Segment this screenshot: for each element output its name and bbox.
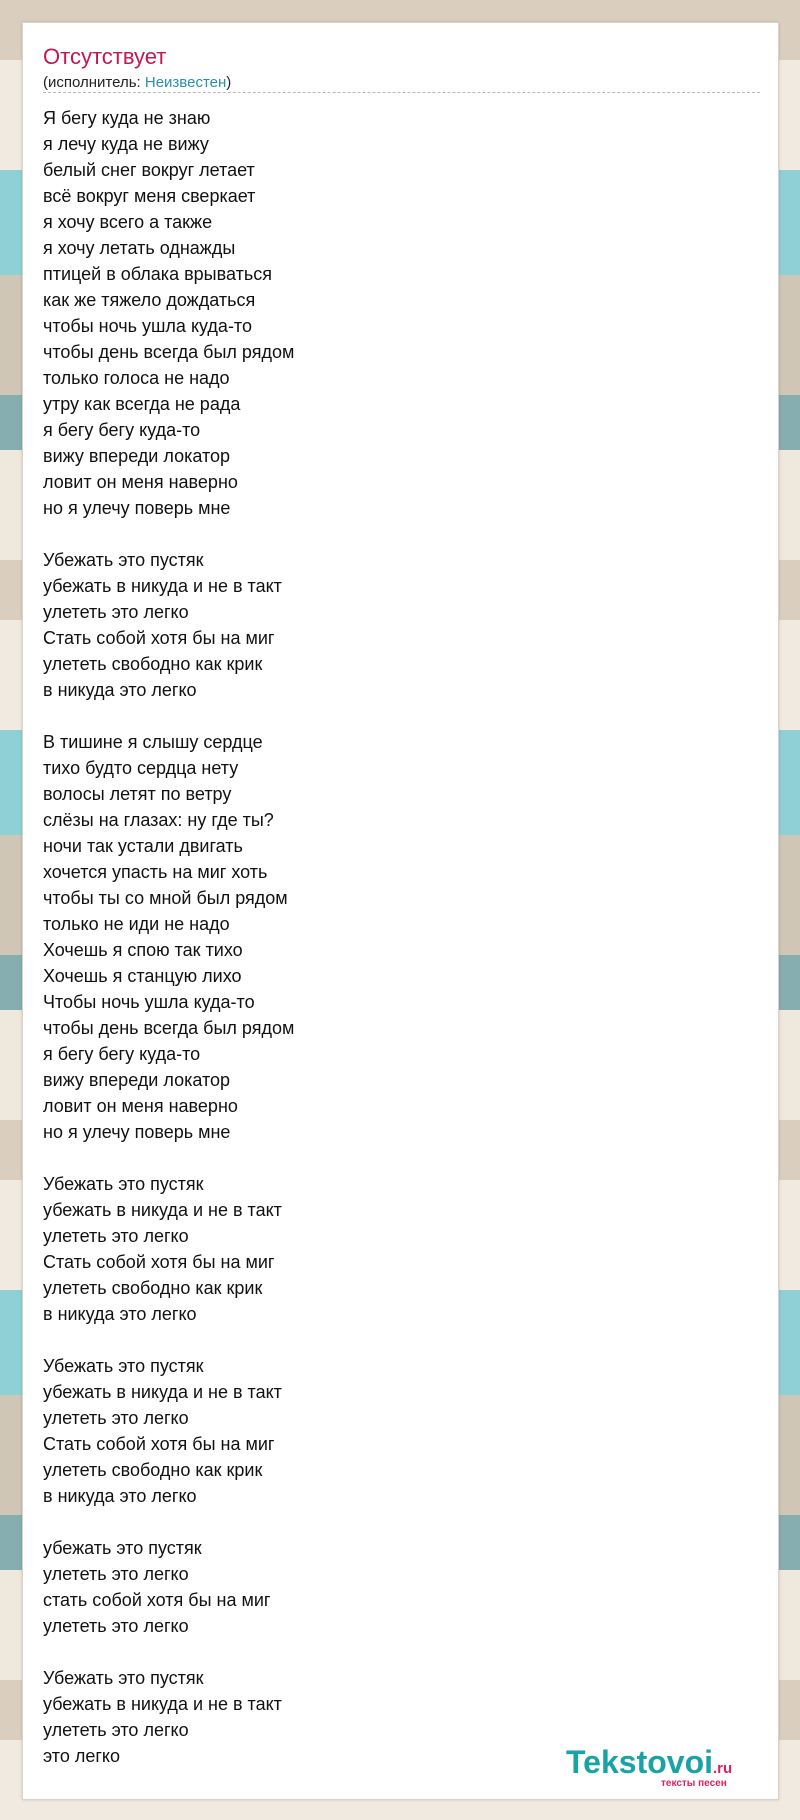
lyric-line: убежать в никуда и не в такт: [43, 1382, 282, 1402]
lyric-line: Хочешь я станцую лихо: [43, 966, 242, 986]
lyric-line: улететь это легко: [43, 1226, 189, 1246]
lyric-line: улететь это легко: [43, 602, 189, 622]
lyric-line: только не иди не надо: [43, 914, 230, 934]
lyric-line: вижу впереди локатор: [43, 446, 231, 466]
lyric-line: в никуда это легко: [43, 680, 197, 700]
lyric-line: белый снег вокруг летает: [43, 160, 255, 180]
lyric-line: утру как всегда не рада: [43, 394, 241, 414]
lyric-line: но я улечу поверь мне: [43, 1122, 231, 1142]
lyric-line: ловит он меня наверно: [43, 1096, 238, 1116]
stanza-gap: [43, 1639, 743, 1665]
logo-tagline: тексты песен: [661, 1778, 727, 1789]
lyric-line: это легко: [43, 1746, 121, 1766]
artist-link[interactable]: Неизвестен: [144, 74, 227, 91]
lyric-line: ночи так устали двигать: [43, 836, 243, 856]
lyric-line: убежать в никуда и не в такт: [43, 576, 282, 596]
song-title: Отсутствует: [43, 44, 167, 69]
lyric-line: улететь это легко: [43, 1564, 189, 1584]
lyric-line: волосы летят по ветру: [43, 784, 232, 804]
lyric-line: всё вокруг меня сверкает: [43, 186, 256, 206]
logo-domain: .ru: [713, 1760, 733, 1777]
lyric-line: убежать в никуда и не в такт: [43, 1694, 282, 1714]
lyric-line: стать собой хотя бы на миг: [43, 1590, 271, 1610]
lyric-line: Стать собой хотя бы на миг: [43, 1434, 275, 1454]
lyric-line: убежать это пустяк: [43, 1538, 202, 1558]
lyric-line: чтобы ночь ушла куда-то: [43, 316, 252, 336]
lyric-line: В тишине я слышу сердце: [43, 732, 263, 752]
lyric-line: улететь это легко: [43, 1408, 189, 1428]
lyric-line: Хочешь я спою так тихо: [43, 940, 243, 960]
lyric-line: только голоса не надо: [43, 368, 230, 388]
lyric-line: Чтобы ночь ушла куда-то: [43, 992, 255, 1012]
stanza-gap: [43, 521, 743, 547]
artist-suffix: ): [226, 74, 232, 91]
lyric-line: вижу впереди локатор: [43, 1070, 231, 1090]
lyric-line: хочется упасть на миг хоть: [43, 862, 268, 882]
lyric-line: я хочу всего а также: [43, 212, 213, 232]
site-logo[interactable]: [566, 1745, 776, 1797]
title-divider: [43, 92, 760, 93]
lyric-line: птицей в облака врываться: [43, 264, 272, 284]
lyric-line: в никуда это легко: [43, 1486, 197, 1506]
lyric-line: Я бегу куда не знаю: [43, 108, 211, 128]
lyric-line: я хочу летать однажды: [43, 238, 236, 258]
lyric-line: Убежать это пустяк: [43, 1174, 204, 1194]
lyric-line: улететь это легко: [43, 1720, 189, 1740]
lyric-line: Стать собой хотя бы на миг: [43, 1252, 275, 1272]
stanza-gap: [43, 1327, 743, 1353]
lyric-line: я бегу бегу куда-то: [43, 1044, 201, 1064]
logo-main-text: Tekstovoi: [566, 1744, 713, 1780]
lyric-line: улететь свободно как крик: [43, 654, 263, 674]
lyric-line: чтобы день всегда был рядом: [43, 342, 295, 362]
stanza-gap: [43, 1509, 743, 1535]
lyric-line: как же тяжело дождаться: [43, 290, 256, 310]
lyric-line: улететь свободно как крик: [43, 1278, 263, 1298]
lyric-line: Убежать это пустяк: [43, 550, 204, 570]
lyrics-body: [43, 105, 743, 1769]
lyric-line: но я улечу поверь мне: [43, 498, 231, 518]
lyric-line: Убежать это пустяк: [43, 1356, 204, 1376]
lyric-line: ловит он меня наверно: [43, 472, 238, 492]
stanza-gap: [43, 1145, 743, 1171]
lyric-line: улететь это легко: [43, 1616, 189, 1636]
lyric-line: чтобы ты со мной был рядом: [43, 888, 288, 908]
lyric-line: я бегу бегу куда-то: [43, 420, 201, 440]
lyric-line: слёзы на глазах: ну где ты?: [43, 810, 274, 830]
lyric-line: Убежать это пустяк: [43, 1668, 204, 1688]
artist-line: [43, 73, 231, 93]
stanza-gap: [43, 703, 743, 729]
lyric-line: чтобы день всегда был рядом: [43, 1018, 295, 1038]
lyric-line: Стать собой хотя бы на миг: [43, 628, 275, 648]
artist-prefix: (исполнитель:: [43, 74, 145, 91]
lyric-line: убежать в никуда и не в такт: [43, 1200, 282, 1220]
lyrics-card: [22, 22, 779, 1800]
lyric-line: тихо будто сердца нету: [43, 758, 239, 778]
lyric-line: улететь свободно как крик: [43, 1460, 263, 1480]
lyric-line: в никуда это легко: [43, 1304, 197, 1324]
lyric-line: я лечу куда не вижу: [43, 134, 209, 154]
